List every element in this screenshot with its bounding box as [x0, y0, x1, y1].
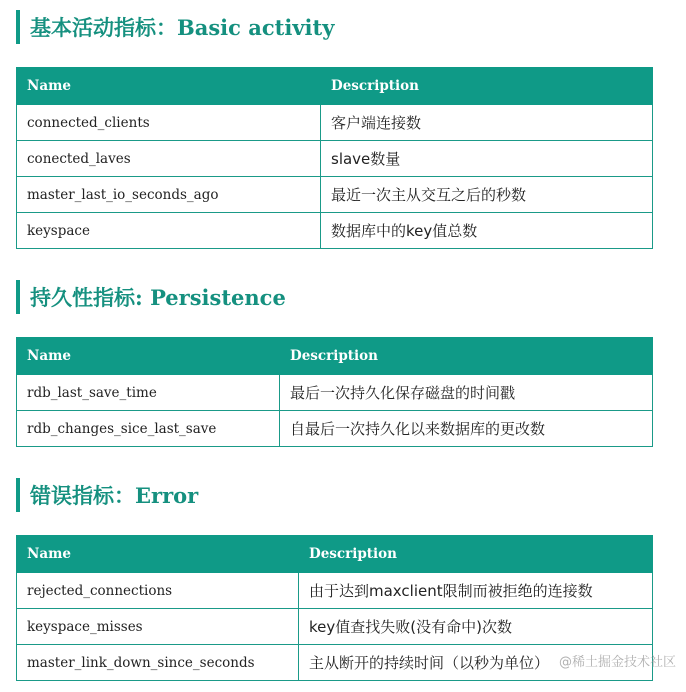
- watermark: @稀土掘金技术社区: [558, 655, 676, 670]
- section-title-basic-activity: 基本活动指标：Basic activity: [16, 10, 334, 44]
- table-row: [17, 609, 653, 645]
- column-header-description: Description: [321, 68, 653, 105]
- section-title-error: 错误指标：Error: [16, 478, 198, 512]
- basic-activity-table: [16, 67, 653, 249]
- column-header-description: Description: [299, 536, 653, 573]
- error-table: [16, 535, 653, 681]
- column-header-name: Name: [17, 338, 280, 375]
- table-row: [17, 375, 653, 411]
- table-header-row: [17, 536, 653, 573]
- metric-description: slave数量: [321, 141, 653, 177]
- table-header-row: [17, 338, 653, 375]
- metric-name: keyspace_misses: [17, 609, 299, 645]
- metric-description: 最近一次主从交互之后的秒数: [321, 177, 653, 213]
- column-header-description: Description: [280, 338, 653, 375]
- metric-name: conected_laves: [17, 141, 321, 177]
- section-title-persistence: 持久性指标: Persistence: [16, 280, 286, 314]
- column-header-name: Name: [17, 68, 321, 105]
- metric-name: master_link_down_since_seconds: [17, 645, 299, 681]
- table-row: [17, 105, 653, 141]
- table-row: [17, 645, 653, 681]
- table-header-row: [17, 68, 653, 105]
- table-row: [17, 573, 653, 609]
- metric-name: rdb_changes_sice_last_save: [17, 411, 280, 447]
- metric-description: 客户端连接数: [321, 105, 653, 141]
- metric-description: 最后一次持久化保存磁盘的时间戳: [280, 375, 653, 411]
- metric-name: keyspace: [17, 213, 321, 249]
- metric-description: key值查找失败(没有命中)次数: [299, 609, 653, 645]
- metric-name: rejected_connections: [17, 573, 299, 609]
- metric-description: 主从断开的持续时间（以秒为单位）: [299, 645, 653, 681]
- table-row: [17, 177, 653, 213]
- table-row: [17, 141, 653, 177]
- metric-name: rdb_last_save_time: [17, 375, 280, 411]
- table-row: [17, 213, 653, 249]
- column-header-name: Name: [17, 536, 299, 573]
- persistence-table: [16, 337, 653, 447]
- metric-description: 自最后一次持久化以来数据库的更改数: [280, 411, 653, 447]
- metric-name: connected_clients: [17, 105, 321, 141]
- table-row: [17, 411, 653, 447]
- metric-description: 由于达到maxclient限制而被拒绝的连接数: [299, 573, 653, 609]
- metric-name: master_last_io_seconds_ago: [17, 177, 321, 213]
- metric-description: 数据库中的key值总数: [321, 213, 653, 249]
